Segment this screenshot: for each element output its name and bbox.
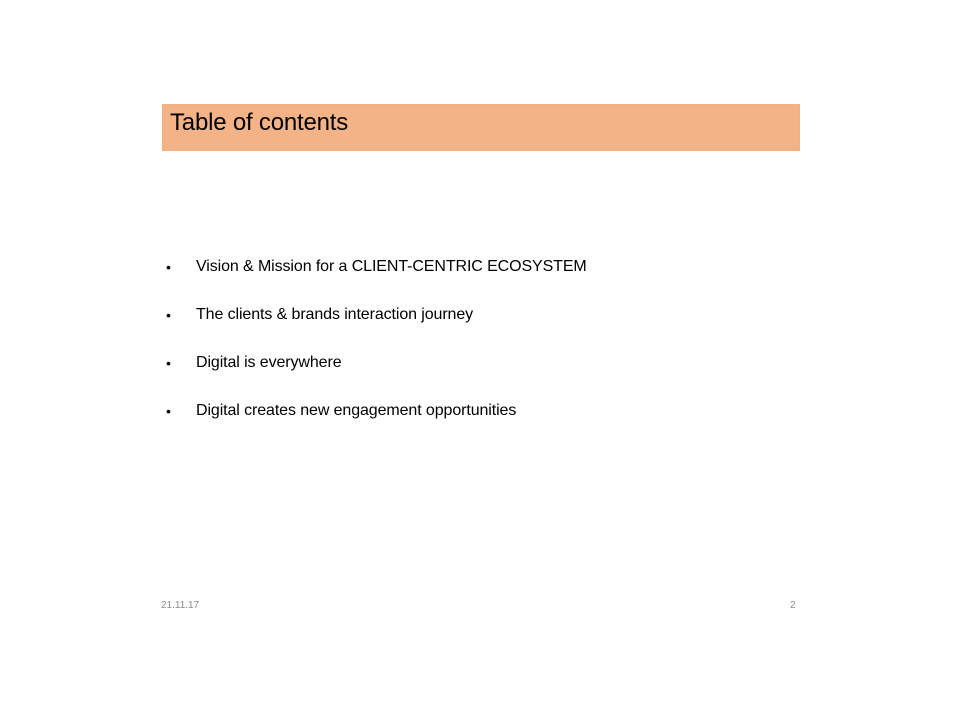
page-number: 2: [790, 600, 796, 611]
list-item-text: Digital creates new engagement opportunities: [196, 402, 517, 419]
bullet-icon: •: [166, 307, 171, 323]
footer-date: 21.11.17: [161, 600, 200, 611]
list-item-text: Digital is everywhere: [196, 354, 342, 371]
list-item: [166, 243, 587, 291]
slide-title: Table of contents: [170, 109, 349, 136]
list-item: [166, 291, 587, 339]
list-item: [166, 339, 587, 387]
bullet-icon: •: [166, 403, 171, 419]
list-item-text: The clients & brands interaction journey: [196, 306, 474, 323]
bullet-icon: •: [166, 355, 171, 371]
title-bar: [162, 104, 800, 151]
list-item-text: Vision & Mission for a CLIENT-CENTRIC ECOSYSTEM: [196, 258, 587, 275]
list-item: [166, 387, 587, 435]
table-of-contents-list: [166, 243, 587, 435]
bullet-icon: •: [166, 259, 171, 275]
